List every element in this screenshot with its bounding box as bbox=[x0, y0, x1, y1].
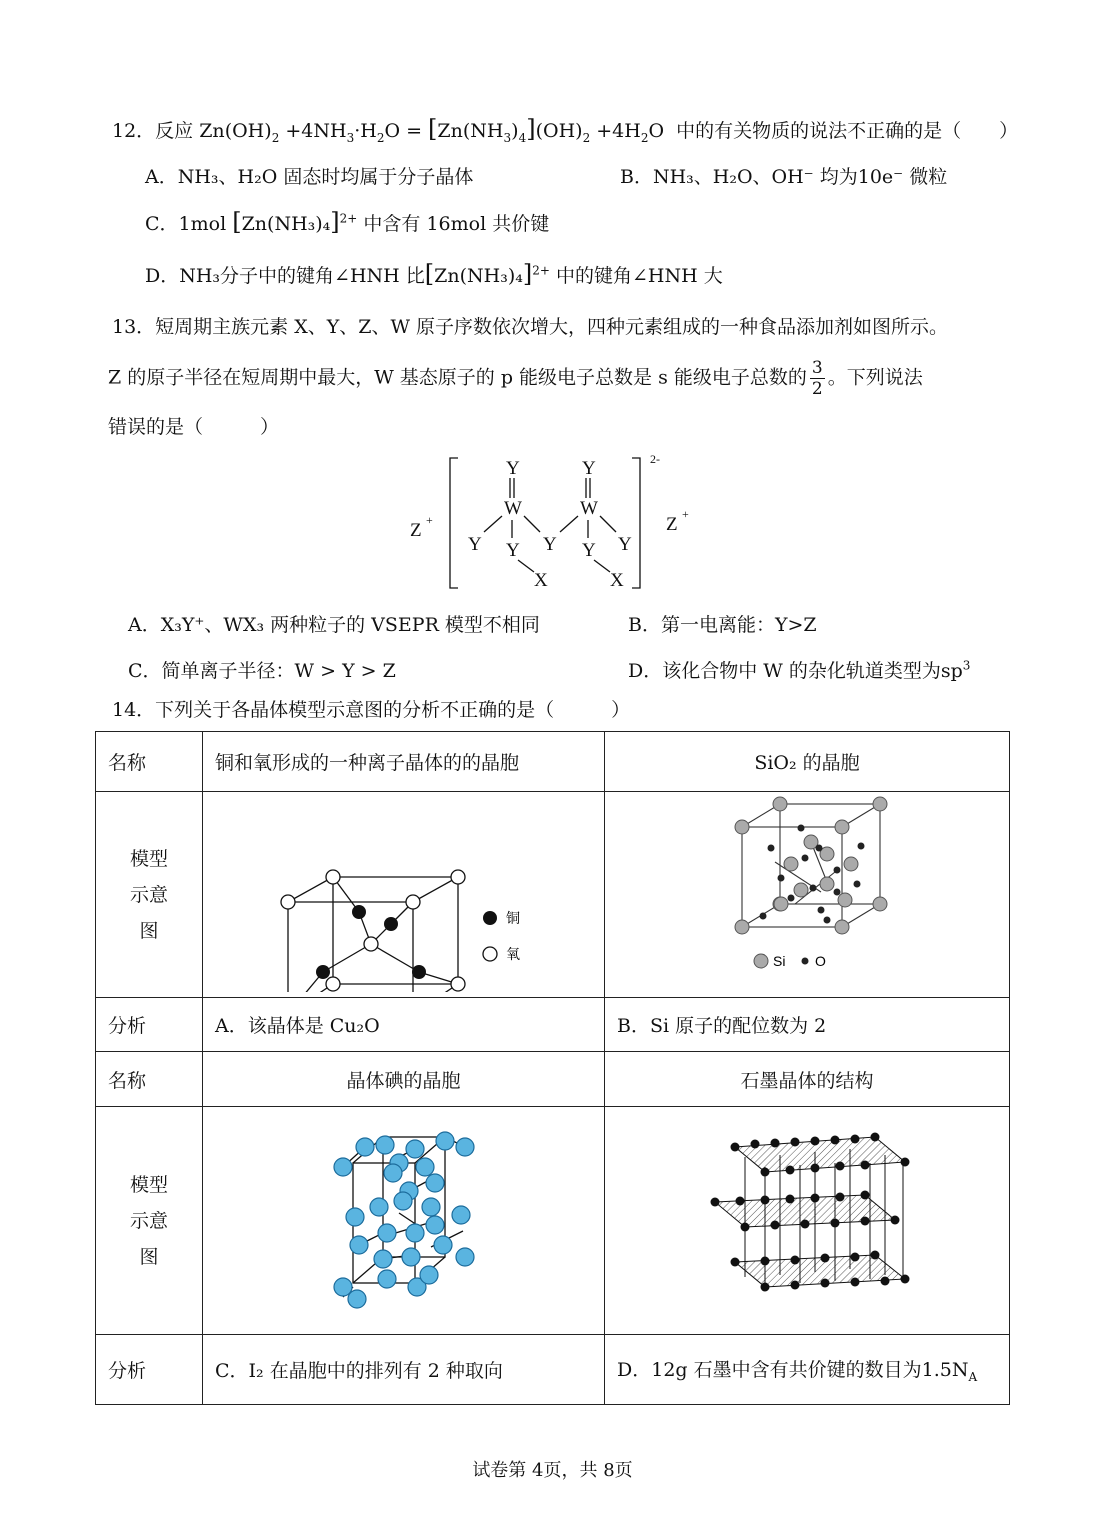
fraction-three-halves: $\frac{3}{2}$ bbox=[811, 358, 823, 399]
graphite-structure-diagram bbox=[605, 1107, 1008, 1329]
q13-option-d[interactable]: D．该化合物中 W 的杂化轨道类型为$sp^3$ bbox=[628, 658, 971, 682]
legend-si-label: Si bbox=[773, 953, 786, 969]
struct-z-right: Z bbox=[666, 514, 678, 535]
atom-w-right: W bbox=[580, 498, 598, 519]
row-label-analysis-2: 分析 bbox=[96, 1335, 203, 1405]
cell-analysis-b[interactable]: B．Si 原子的配位数为 2 bbox=[605, 998, 1010, 1052]
sio2-unit-cell-diagram bbox=[605, 792, 1008, 992]
cell-name-cu2o: 铜和氧形成的一种离子晶体的的晶胞 bbox=[203, 732, 605, 792]
atom-y-far-left: Y bbox=[468, 534, 482, 555]
q12-option-c[interactable]: C．1mol $[Zn(NH_3)_4]^{2+}$ 中含有 16mol 共价键 bbox=[145, 208, 550, 236]
q13-stem-line3: 错误的是（ ） bbox=[108, 416, 280, 438]
row-label-model-1: 模型示意图 bbox=[96, 792, 203, 998]
atom-y-below-left: Y bbox=[506, 540, 520, 561]
cell-model-sio2 bbox=[605, 792, 1010, 998]
q12-option-d[interactable]: D．NH₃分子中的键角∠HNH 比$[Zn(NH_3)_4]^{2+}$ 中的键角∠HNH 大 bbox=[145, 260, 723, 288]
cell-name-graphite: 石墨晶体的结构 bbox=[605, 1052, 1010, 1107]
q13-structure-diagram bbox=[400, 450, 710, 595]
q13-stem-line2: Z 的原子半径在短周期中最大，W 基态原子的 p 能级电子总数是 s 能级电子总数的 $\frac{3}{2}$ 。下列说法 bbox=[108, 358, 923, 399]
atom-y-far-right: Y bbox=[618, 534, 632, 555]
page-footer: 试卷第 4页，共 8页 bbox=[472, 1460, 633, 1481]
row-label-name-2: 名称 bbox=[96, 1052, 203, 1107]
q12-option-b[interactable]: B．NH₃、H₂O、OH⁻ 均为10e⁻ 微粒 bbox=[620, 166, 948, 188]
cell-model-iodine bbox=[203, 1107, 605, 1335]
atom-y-top-right: Y bbox=[582, 458, 596, 479]
q12-stem: 12．反应 $Zn(OH)_2 +4NH_3\cdot H_2O = [Zn(NH_3)_4](OH)_2 +4H_2O$ 中的有关物质的说法不正确的是（ ） bbox=[112, 115, 1019, 145]
q13-stem-line1: 13．短周期主族元素 X、Y、Z、W 原子序数依次增大，四种元素组成的一种食品添加剂如图所示。 bbox=[112, 316, 949, 338]
iodine-unit-cell-diagram bbox=[203, 1107, 603, 1329]
q13-option-c[interactable]: C．简单离子半径：W > Y > Z bbox=[128, 660, 396, 682]
q14-table bbox=[95, 731, 1010, 1405]
cell-model-cu2o bbox=[203, 792, 605, 998]
atom-x-right: X bbox=[610, 570, 624, 591]
q13-option-a[interactable]: A．X₃Y⁺、WX₃ 两种粒子的 VSEPR 模型不相同 bbox=[128, 614, 540, 636]
q14-stem: 14．下列关于各晶体模型示意图的分析不正确的是（ ） bbox=[112, 699, 631, 721]
atom-y-bridge: Y bbox=[543, 534, 557, 555]
q12-option-a[interactable]: A．NH₃、H₂O 固态时均属于分子晶体 bbox=[145, 166, 474, 188]
cu2o-unit-cell-diagram bbox=[203, 792, 603, 992]
row-label-model-2: 模型示意图 bbox=[96, 1107, 203, 1335]
row-label-analysis-1: 分析 bbox=[96, 998, 203, 1052]
cell-analysis-a[interactable]: A．该晶体是 Cu₂O bbox=[203, 998, 605, 1052]
cell-name-sio2: SiO₂ 的晶胞 bbox=[605, 732, 1010, 792]
struct-z-left: Z bbox=[410, 520, 422, 541]
atom-y-below-right: Y bbox=[582, 540, 596, 561]
cell-analysis-d[interactable]: D．12g 石墨中含有共价键的数目为$1.5N_A$ bbox=[605, 1335, 1010, 1405]
q13-option-b[interactable]: B．第一电离能：Y>Z bbox=[628, 614, 817, 636]
q12-equation: $Zn(OH)_2 +4NH_3\cdot H_2O = [Zn(NH_3)_4](OH)_2 +4H_2O$ bbox=[199, 115, 665, 145]
struct-charge: 2- bbox=[650, 452, 660, 466]
struct-z-left-plus: + bbox=[426, 513, 433, 527]
legend-cu-label: 铜 bbox=[506, 911, 520, 927]
cell-name-iodine: 晶体碘的晶胞 bbox=[203, 1052, 605, 1107]
struct-z-right-plus: + bbox=[682, 507, 689, 521]
legend-o-label: 氧 bbox=[506, 947, 520, 963]
legend-o2-label: O bbox=[815, 953, 826, 969]
atom-w-left: W bbox=[504, 498, 522, 519]
row-label-name-1: 名称 bbox=[96, 732, 203, 792]
cell-model-graphite bbox=[605, 1107, 1010, 1335]
cell-analysis-c[interactable]: C．I₂ 在晶胞中的排列有 2 种取向 bbox=[203, 1335, 605, 1405]
atom-y-top-left: Y bbox=[506, 458, 520, 479]
atom-x-left: X bbox=[534, 570, 548, 591]
